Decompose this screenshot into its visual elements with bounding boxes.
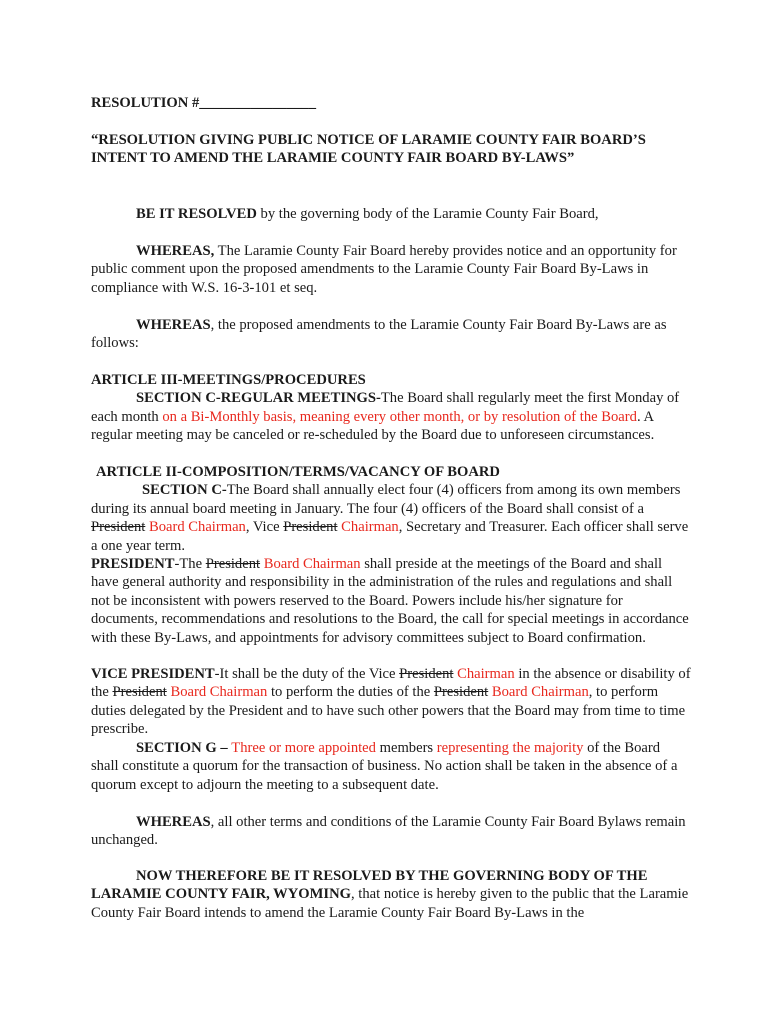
lead-text: BE IT RESOLVED: [136, 206, 257, 222]
vice-insert-3: Board Chairman: [488, 684, 589, 701]
article-3-block: [91, 371, 691, 445]
article-3-text-1: The Board shall regularly meet the first Monday of each month: [91, 390, 680, 425]
vice-deleted-1: President: [399, 666, 454, 682]
article-3-text-2: . A regular meeting may be canceled or re-scheduled by the Board due to unforeseen circumstances.: [91, 408, 655, 444]
vice-insert-2: Board Chairman: [166, 684, 268, 701]
president-text-1: -The: [174, 556, 206, 572]
president-insert-1: Board Chairman: [260, 556, 361, 572]
paragraph-be-it-resolved: [91, 205, 691, 223]
vice-deleted-2: President: [112, 684, 167, 701]
paragraph-whereas-1: [91, 242, 691, 297]
body-text: The Laramie County Fair Board hereby provides notice and an opportunity for public comment upon the proposed amendments to the Laramie County Fair Board By-Laws in compliance with W.S. 16-3-101 et seq.: [91, 243, 677, 296]
vice-deleted-3: President: [433, 684, 489, 701]
resolution-label: RESOLUTION #: [91, 95, 200, 111]
vice-insert-1: Chairman: [453, 666, 515, 682]
vice-text-3: to perform the duties of the: [267, 684, 434, 701]
president-block: [91, 555, 691, 647]
article-2-text-3: , Secretary and Treasurer. Each officer shall serve a one year term.: [91, 519, 689, 554]
section-g-lead: SECTION G –: [136, 740, 232, 756]
article-2-deleted-2: President: [283, 519, 338, 536]
president-lead: PRESIDENT: [91, 556, 175, 572]
body-text: , all other terms and conditions of the Laramie County Fair Board Bylaws remain unchanged.: [91, 814, 686, 849]
body-text: , that notice is hereby given to the public that the Laramie County Fair Board intends to amend the Laramie County Fair Board By-Laws in the: [91, 886, 689, 921]
vice-president-lead: VICE PRESIDENT: [91, 666, 215, 682]
lead-text: WHEREAS: [136, 814, 211, 830]
paragraph-whereas-3: [91, 813, 691, 850]
section-g-insert-1: Three or more appointed: [231, 740, 376, 756]
president-deleted-1: President: [205, 556, 261, 572]
section-g-text-1: members: [375, 740, 437, 756]
vice-text-1: -It shall be the duty of the Vice: [214, 666, 400, 682]
vice-text-4: , to perform duties delegated by the President and to have such other powers that the Board may from time to time prescribe.: [91, 684, 686, 738]
article-2-insert-2: Chairman: [337, 519, 399, 536]
vice-president-block: [91, 665, 691, 739]
president-text-2: shall preside at the meetings of the Board and shall have general authority and responsibility in the administration of the rules and regulations and shall not be inconsistent with powers reserved to the Board. Powers include his/her signature for documents, recommendations and resolutions to the Board, the call for special meetings in accordance with these By-Laws, and appointments for advisory committees subject to Board confirmation.: [91, 556, 689, 646]
article-2-deleted-1: President: [91, 519, 146, 536]
title-line-1: “RESOLUTION GIVING PUBLIC NOTICE OF LARAMIE COUNTY FAIR BOARD’S: [91, 132, 646, 148]
article-2-text-2: , Vice: [245, 519, 284, 536]
section-c-officers-lead: SECTION C-: [142, 482, 227, 499]
section-g-insert-2: representing the majority: [436, 740, 584, 756]
paragraph-whereas-2: [91, 316, 691, 353]
lead-text: WHEREAS: [136, 317, 211, 333]
article-2-insert-1: Board Chairman: [145, 519, 246, 536]
body-text: by the governing body of the Laramie County Fair Board,: [256, 206, 599, 222]
resolution-title: [91, 131, 691, 168]
title-line-2: INTENT TO AMEND THE LARAMIE COUNTY FAIR BOARD BY-LAWS”: [91, 150, 575, 167]
article-2-heading: ARTICLE II-COMPOSITION/TERMS/VACANCY OF BOARD: [96, 464, 500, 480]
lead-text: NOW THEREFORE BE IT RESOLVED BY THE GOVERNING BODY OF THE LARAMIE COUNTY FAIR, WYOMING: [91, 868, 648, 903]
body-text: , the proposed amendments to the Laramie County Fair Board By-Laws are as follows:: [91, 317, 667, 352]
resolution-number-line: [91, 94, 691, 112]
paragraph-now-therefore: [91, 867, 691, 922]
article-3-heading: ARTICLE III-MEETINGS/PROCEDURES: [91, 372, 366, 388]
section-c-meetings-lead: SECTION C-REGULAR MEETINGS-: [136, 390, 381, 407]
article-2-block: [91, 463, 691, 555]
lead-text: WHEREAS,: [136, 243, 215, 259]
section-g-block: [91, 739, 691, 794]
article-2-text-1: The Board shall annually elect four (4) officers from among its own members during its annual board meeting in January. The four (4) officers of the Board shall consist of a: [91, 482, 681, 517]
section-g-text-2: of the Board shall constitute a quorum for the transaction of business. No action shall be taken in the absence of a quorum except to adjourn the meeting to a subsequent date.: [91, 740, 678, 793]
article-3-insert-1: on a Bi-Monthly basis, meaning every other month, or by resolution of the Board: [162, 408, 637, 425]
resolution-number-blank: ________________: [199, 95, 317, 111]
vice-text-2: in the absence or disability of the: [91, 666, 691, 701]
